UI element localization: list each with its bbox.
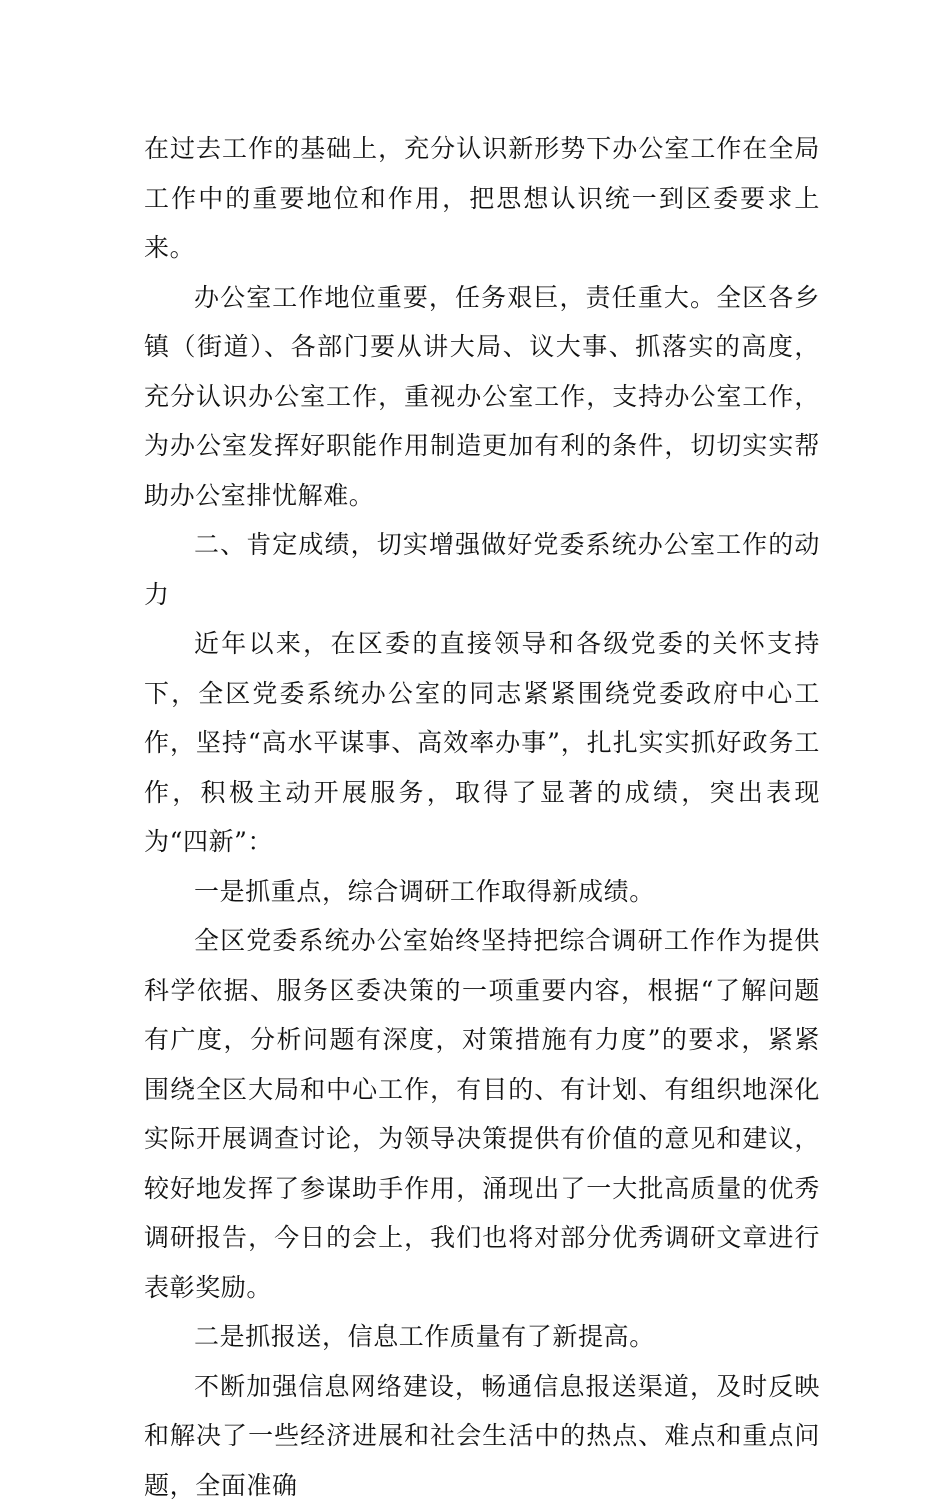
subheading-research: 一是抓重点，综合调研工作取得新成绩。: [144, 867, 820, 917]
paragraph-office-importance: 办公室工作地位重要，任务艰巨，责任重大。全区各乡镇（街道）、各部门要从讲大局、议大事、抓落实的高度，充分认识办公室工作，重视办公室工作，支持办公室工作，为办公室发挥好职能作用制造更加有利的条件，切切实实帮助办公室排忧解难。: [144, 273, 820, 521]
subheading-information: 二是抓报送，信息工作质量有了新提高。: [144, 1312, 820, 1362]
paragraph-information: 不断加强信息网络建设，畅通信息报送渠道，及时反映和解决了一些经济进展和社会生活中的热点、难点和重点问题，全面准确: [144, 1362, 820, 1510]
paragraph-research: 全区党委系统办公室始终坚持把综合调研工作作为提供科学依据、服务区委决策的一项重要内容，根据“了解问题有广度，分析问题有深度，对策措施有力度”的要求，紧紧围绕全区大局和中心工作，有目的、有计划、有组织地深化实际开展调查讨论，为领导决策提供有价值的意见和建议，较好地发挥了参谋助手作用，涌现出了一大批高质量的优秀调研报告，今日的会上，我们也将对部分优秀调研文章进行表彰奖励。: [144, 916, 820, 1312]
document-body: [144, 124, 820, 1510]
paragraph-continuation: 在过去工作的基础上，充分认识新形势下办公室工作在全局工作中的重要地位和作用，把思想认识统一到区委要求上来。: [144, 124, 820, 273]
paragraph-achievements-intro: 近年以来，在区委的直接领导和各级党委的关怀支持下，全区党委系统办公室的同志紧紧围绕党委政府中心工作，坚持“高水平谋事、高效率办事”，扎扎实实抓好政务工作，积极主动开展服务，取得了显著的成绩，突出表现为“四新”：: [144, 619, 820, 867]
section-heading-achievements: 二、肯定成绩，切实增强做好党委系统办公室工作的动力: [144, 520, 820, 619]
